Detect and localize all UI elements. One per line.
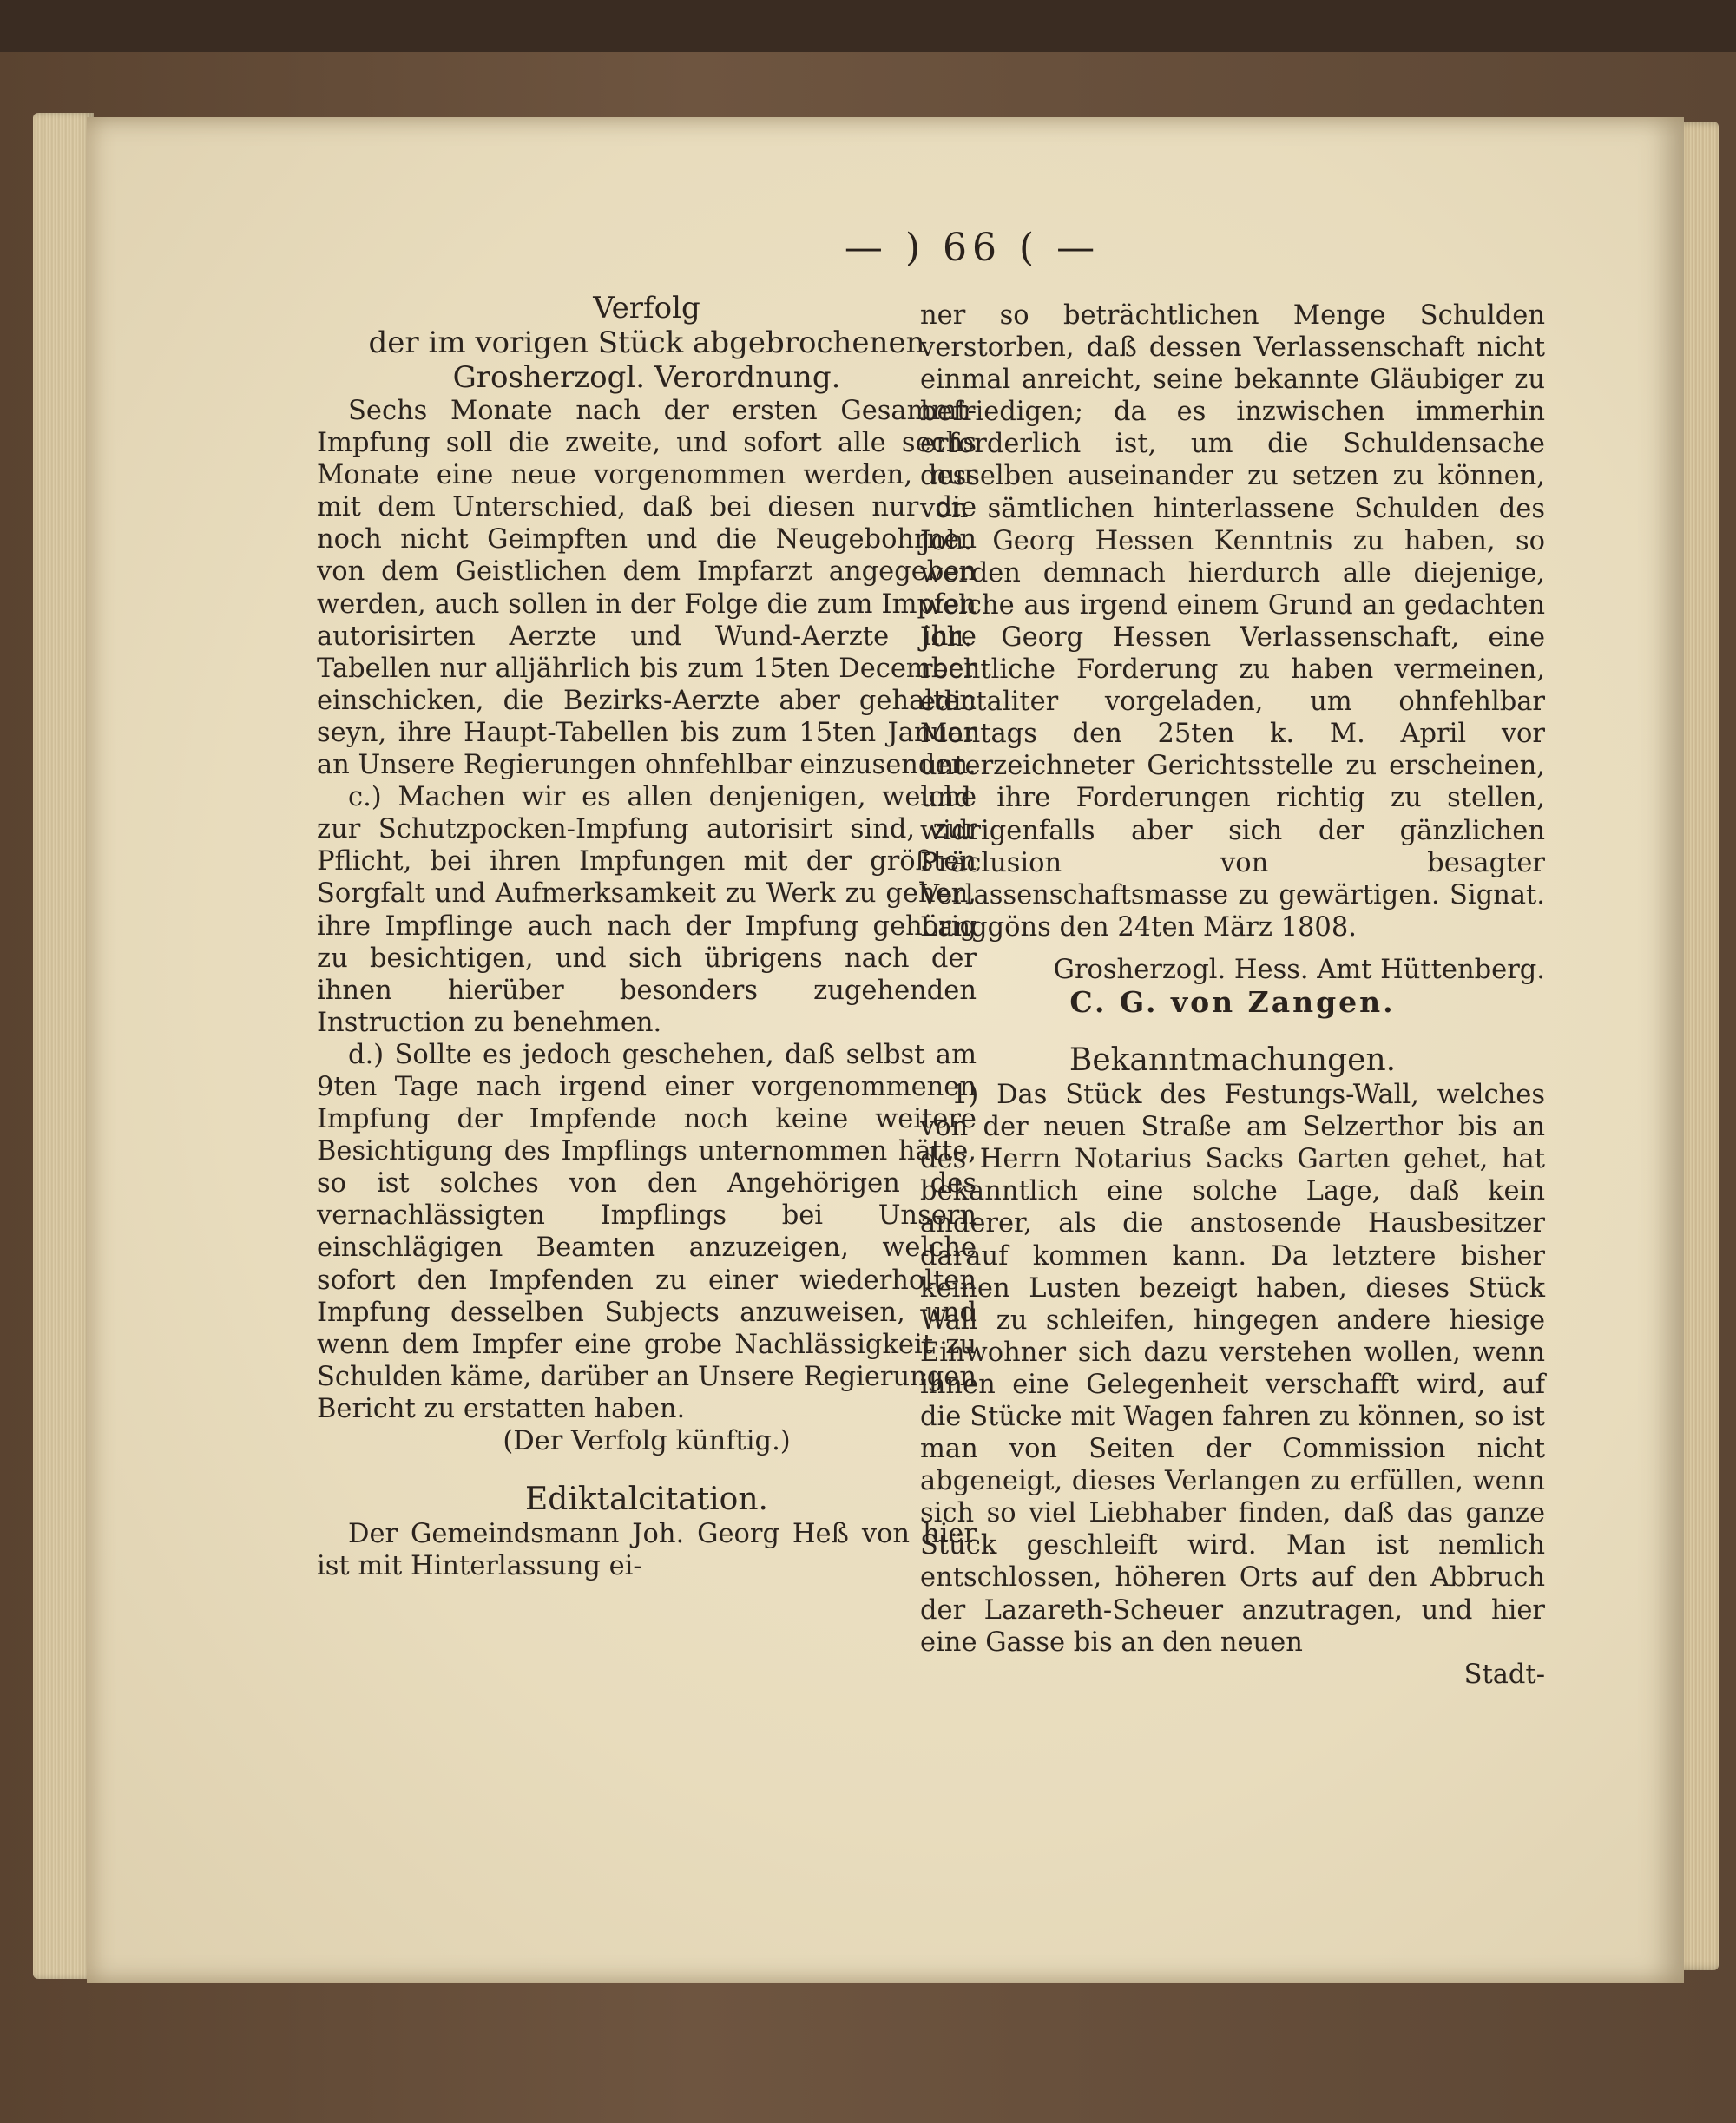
page-edges-left xyxy=(33,113,94,1979)
page-number: — ) 66 ( — xyxy=(844,226,1101,270)
catchword: Stadt- xyxy=(1463,1659,1545,1690)
section-title-ediktalcitation: Ediktalcitation. xyxy=(525,1482,768,1518)
left-column xyxy=(317,291,976,1582)
signature-office: Grosherzogl. Hess. Amt Hüttenberg. xyxy=(1053,954,1545,985)
book-page xyxy=(87,117,1684,1983)
left-heading-line2: der im vorigen Stück abgebrochenen xyxy=(368,325,925,360)
right-column xyxy=(920,299,1545,1691)
left-heading-line1: Verfolg xyxy=(593,291,700,325)
left-paragraph-2: c.) Machen wir es allen denjenigen, welche zur Schutzpocken-Impfung autorisirt sind, zur Pflicht, bei ihren Impfungen mit der größten Sorgfalt und Aufmerksamkeit zu Werk zu gehen, ihre Impflinge auch nach der Impfung gehörig zu besichtigen, und sich übrigens nach der ihnen hierüber besonders zugehenden Instruction zu benehmen. xyxy=(317,782,976,1038)
left-paragraph-1: Sechs Monate nach der ersten Gesammt-Impfung soll die zweite, und sofort alle sechs Monate eine neue vorgenommen werden, nur mit dem Unterschied, daß bei diesen nur die noch nicht Geimpften und die Neugebohrnen von dem Geistlichen dem Impfarzt angegeben werden, auch sollen in der Folge die zum Impfen autorisirten Aerzte und Wund-Aerzte ihre Tabellen nur alljährlich bis zum 15ten December einschicken, die Bezirks-Aerzte aber gehalten seyn, ihre Haupt-Tabellen bis zum 15ten Januar an Unsere Regierungen ohnfehlbar einzusenden. xyxy=(317,396,976,781)
left-paragraph-4: Der Gemeindsmann Joh. Georg Heß von hier ist mit Hinterlassung ei- xyxy=(317,1519,976,1582)
continuation-note: (Der Verfolg künftig.) xyxy=(503,1426,791,1456)
left-heading-line3: Grosherzogl. Verordnung. xyxy=(452,360,841,395)
right-paragraph-1: ner so beträchtlichen Menge Schulden verstorben, daß dessen Verlassenschaft nicht einmal anreicht, seine bekannte Gläubiger zu befriedigen; da es inzwischen immerhin erforderlich ist, um die Schuldensache desselben auseinander zu setzen zu können, von sämtlichen hinterlassene Schulden des Joh. Georg Hessen Kenntnis zu haben, so werden demnach hierdurch alle diejenige, welche aus irgend einem Grund an gedachten Joh. Georg Hessen Verlassenschaft, eine rechtliche Forderung zu haben vermeinen, edictaliter vorgeladen, um ohnfehlbar Montags den 25ten k. M. April vor unterzeichneter Gerichtsstelle zu erscheinen, und ihre Forderungen richtig zu stellen, widrigenfalls aber sich der gänzlichen Präclusion von besagter Verlassenschaftsmasse zu gewärtigen. Signat. Langgöns den 24ten März 1808. xyxy=(920,300,1545,943)
left-paragraph-3: d.) Sollte es jedoch geschehen, daß selbst am 9ten Tage nach irgend einer vorgenommenen Impfung der Impfende noch keine weitere Besichtigung des Impflings unternommen hätte, so ist solches von den Angehörigen des vernachlässigten Impflings bei Unsern einschlägigen Beamten anzuzeigen, welche sofort den Impfenden zu einer wiederholten Impfung desselben Subjects anzuweisen, und wenn dem Impfer eine grobe Nachlässigkeit zu Schulden käme, darüber an Unsere Regierungen Bericht zu erstatten haben. xyxy=(317,1039,976,1424)
signature-name: C. G. von Zangen. xyxy=(1069,984,1396,1019)
section-title-bekanntmachungen: Bekanntmachungen. xyxy=(1069,1042,1397,1079)
right-paragraph-2: 1) Das Stück des Festungs-Wall, welches von der neuen Straße am Selzerthor bis an des Herrn Notarius Sacks Garten gehet, hat bekanntlich eine solche Lage, daß kein anderer, als die anstosende Hausbesitzer darauf kommen kann. Da letztere bisher keinen Lusten bezeigt haben, dieses Stück Wall zu schleifen, hingegen andere hiesige Einwohner sich dazu verstehen wollen, wenn ihnen eine Gelegenheit verschafft wird, auf die Stücke mit Wagen fahren zu können, so ist man von Seiten der Commission nicht abgeneigt, dieses Verlangen zu erfüllen, wenn sich so viel Liebhaber finden, daß das ganze Stück geschleift wird. Man ist nemlich entschlossen, höheren Orts auf den Abbruch der Lazareth-Scheuer anzutragen, und hier eine Gasse bis an den neuen xyxy=(920,1080,1545,1658)
